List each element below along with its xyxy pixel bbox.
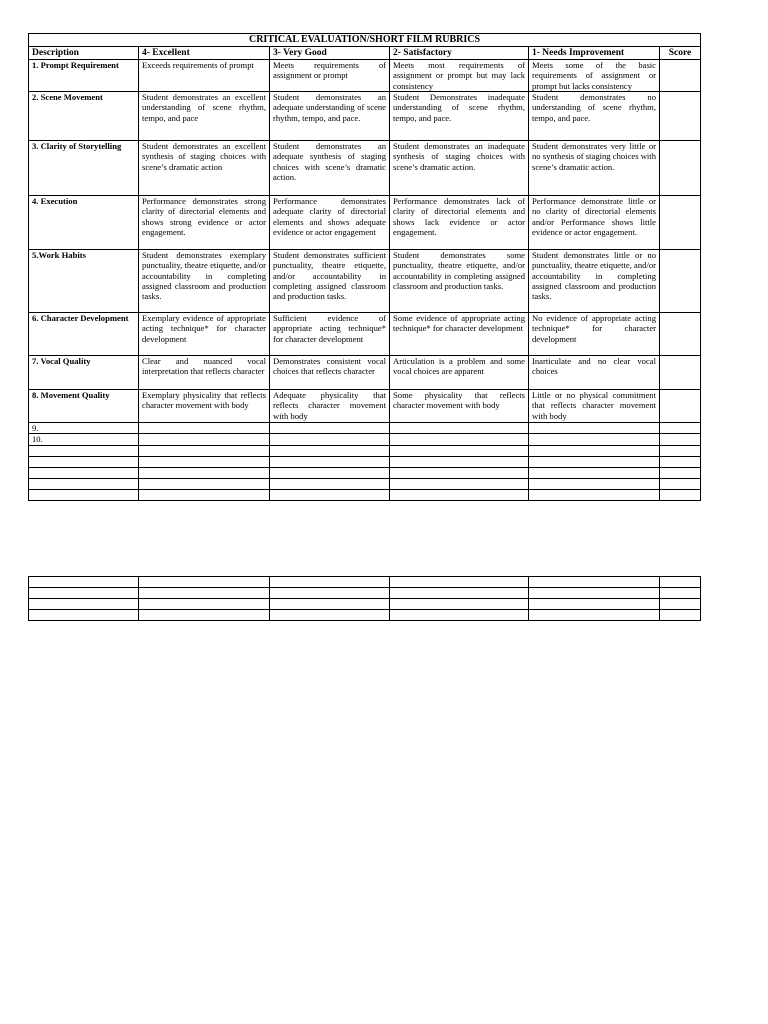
empty-cell: [529, 599, 660, 610]
criterion-very-good: Student demonstrates sufficient punctuality, theatre etiquette, and/or accountability in completing assigned classroom and production tasks.: [270, 250, 390, 313]
criterion-excellent: Exemplary evidence of appropriate acting technique* for character development: [139, 313, 270, 356]
table-row: [29, 313, 701, 356]
criterion-very-good: Student demonstrates an adequate understanding of scene rhythm, tempo, and pace.: [270, 92, 390, 141]
criterion-very-good: Student demonstrates an adequate synthesis of staging choices with scene’s dramatic action.: [270, 141, 390, 196]
empty-cell: [529, 445, 660, 456]
empty-cell: [270, 467, 390, 478]
empty-cell: [270, 423, 390, 434]
criterion-very-good: Sufficient evidence of appropriate acting technique* for character development: [270, 313, 390, 356]
empty-cell: [139, 588, 270, 599]
criterion-satisfactory: Articulation is a problem and some vocal choices are apparent: [390, 356, 529, 390]
empty-cell: [29, 445, 139, 456]
empty-cell: [390, 423, 529, 434]
score-cell: [660, 390, 701, 423]
empty-cell: [139, 478, 270, 489]
table-row: [29, 610, 701, 621]
empty-cell: [390, 610, 529, 621]
empty-cell: [529, 456, 660, 467]
empty-cell: [29, 577, 139, 588]
score-cell: [660, 141, 701, 196]
row-number-9: 9.: [29, 423, 139, 434]
criterion-needs-improvement: Student demonstrates very little or no synthesis of staging choices with scene’s dramatic action.: [529, 141, 660, 196]
header-excellent: 4- Excellent: [139, 47, 270, 60]
empty-cell: [29, 456, 139, 467]
empty-cell: [660, 467, 701, 478]
empty-cell: [270, 478, 390, 489]
table-row: [29, 356, 701, 390]
criterion-needs-improvement: Inarticulate and no clear vocal choices: [529, 356, 660, 390]
empty-cell: [660, 478, 701, 489]
criterion-excellent: Clear and nuanced vocal interpretation that reflects character: [139, 356, 270, 390]
criterion-satisfactory: Student demonstrates an inadequate synthesis of staging choices with scene’s dramatic action.: [390, 141, 529, 196]
empty-cell: [660, 445, 701, 456]
criterion-needs-improvement: Student demonstrates no understanding of scene rhythm, tempo, and pace.: [529, 92, 660, 141]
score-cell: [660, 356, 701, 390]
table-row: [29, 196, 701, 250]
empty-cell: [660, 434, 701, 445]
empty-cell: [390, 467, 529, 478]
empty-cell: [270, 588, 390, 599]
criterion-description: 1. Prompt Requirement: [29, 60, 139, 92]
table-row: [29, 588, 701, 599]
criterion-excellent: Exemplary physicality that reflects character movement with body: [139, 390, 270, 423]
row-number-10: 10.: [29, 434, 139, 445]
criterion-satisfactory: Meets most requirements of assignment or prompt but may lack consistency: [390, 60, 529, 92]
empty-cell: [660, 423, 701, 434]
empty-cell: [529, 478, 660, 489]
blank-table: [28, 576, 701, 621]
criterion-very-good: Performance demonstrates adequate clarity of directorial elements and shows adequate evidence or actor engagement: [270, 196, 390, 250]
criterion-excellent: Exceeds requirements of prompt: [139, 60, 270, 92]
criterion-satisfactory: Student Demonstrates inadequate understanding of scene rhythm, tempo, and pace.: [390, 92, 529, 141]
table-row: [29, 599, 701, 610]
empty-cell: [139, 577, 270, 588]
criterion-excellent: Student demonstrates an excellent synthesis of staging choices with scene’s dramatic action: [139, 141, 270, 196]
empty-cell: [29, 588, 139, 599]
header-satisfactory: 2- Satisfactory: [390, 47, 529, 60]
criterion-description: 4. Execution: [29, 196, 139, 250]
empty-cell: [529, 610, 660, 621]
table-row: [29, 467, 701, 478]
empty-cell: [139, 456, 270, 467]
table-row: [29, 423, 701, 434]
rubric-title: CRITICAL EVALUATION/SHORT FILM RUBRICS: [29, 34, 701, 47]
criterion-satisfactory: Student demonstrates some punctuality, theatre etiquette, and/or accountability in completing assigned classroom and production tasks.: [390, 250, 529, 313]
empty-cell: [660, 599, 701, 610]
criterion-satisfactory: Some evidence of appropriate acting technique* for character development: [390, 313, 529, 356]
table-row: [29, 445, 701, 456]
criterion-very-good: Meets requirements of assignment or prompt: [270, 60, 390, 92]
criterion-very-good: Adequate physicality that reflects character movement with body: [270, 390, 390, 423]
empty-cell: [660, 489, 701, 500]
criterion-excellent: Student demonstrates exemplary punctuality, theatre etiquette, and/or accountability in completing assigned classroom and production tasks.: [139, 250, 270, 313]
empty-cell: [390, 577, 529, 588]
empty-cell: [270, 445, 390, 456]
empty-cell: [139, 489, 270, 500]
empty-cell: [529, 577, 660, 588]
criterion-description: 5.Work Habits: [29, 250, 139, 313]
header-row: [29, 47, 701, 60]
empty-cell: [139, 423, 270, 434]
empty-cell: [29, 478, 139, 489]
empty-cell: [270, 610, 390, 621]
title-row: [29, 34, 701, 47]
empty-cell: [529, 588, 660, 599]
empty-cell: [270, 577, 390, 588]
table-row: [29, 250, 701, 313]
score-cell: [660, 196, 701, 250]
empty-cell: [529, 423, 660, 434]
empty-cell: [29, 599, 139, 610]
criterion-needs-improvement: No evidence of appropriate acting technique* for character development: [529, 313, 660, 356]
empty-cell: [270, 599, 390, 610]
table-row: [29, 577, 701, 588]
score-cell: [660, 92, 701, 141]
table-row: [29, 390, 701, 423]
score-cell: [660, 250, 701, 313]
empty-cell: [29, 467, 139, 478]
table-row: [29, 60, 701, 92]
criterion-description: 7. Vocal Quality: [29, 356, 139, 390]
header-very-good: 3- Very Good: [270, 47, 390, 60]
criterion-needs-improvement: Meets some of the basic requirements of assignment or prompt but lacks consistency: [529, 60, 660, 92]
criterion-description: 8. Movement Quality: [29, 390, 139, 423]
criterion-satisfactory: Some physicality that reflects character movement with body: [390, 390, 529, 423]
empty-cell: [660, 456, 701, 467]
rubric-table: [28, 33, 701, 501]
empty-cell: [270, 434, 390, 445]
empty-cell: [270, 456, 390, 467]
empty-cell: [139, 599, 270, 610]
score-cell: [660, 313, 701, 356]
empty-cell: [390, 456, 529, 467]
table-row: [29, 141, 701, 196]
empty-cell: [390, 434, 529, 445]
criterion-needs-improvement: Student demonstrates little or no punctuality, theatre etiquette, and/or accountability in completing assigned classroom and production tasks.: [529, 250, 660, 313]
empty-cell: [29, 610, 139, 621]
empty-cell: [660, 577, 701, 588]
table-row: [29, 434, 701, 445]
empty-cell: [29, 489, 139, 500]
table-row: [29, 478, 701, 489]
criterion-description: 6. Character Development: [29, 313, 139, 356]
criterion-very-good: Demonstrates consistent vocal choices that reflects character: [270, 356, 390, 390]
empty-cell: [139, 467, 270, 478]
empty-cell: [139, 610, 270, 621]
criterion-description: 2. Scene Movement: [29, 92, 139, 141]
table-row: [29, 456, 701, 467]
empty-cell: [139, 445, 270, 456]
criterion-description: 3. Clarity of Storytelling: [29, 141, 139, 196]
score-cell: [660, 60, 701, 92]
header-needs-improvement: 1- Needs Improvement: [529, 47, 660, 60]
empty-cell: [390, 478, 529, 489]
header-description: Description: [29, 47, 139, 60]
criterion-needs-improvement: Performance demonstrate little or no clarity of directorial elements and/or Performance shows little evidence or actor engagement.: [529, 196, 660, 250]
empty-cell: [270, 489, 390, 500]
empty-cell: [390, 599, 529, 610]
criterion-excellent: Performance demonstrates strong clarity of directorial elements and shows strong evidence or actor engagement.: [139, 196, 270, 250]
empty-cell: [529, 489, 660, 500]
empty-cell: [390, 588, 529, 599]
empty-cell: [139, 434, 270, 445]
empty-cell: [390, 445, 529, 456]
empty-cell: [529, 434, 660, 445]
empty-cell: [660, 610, 701, 621]
empty-cell: [529, 467, 660, 478]
criterion-excellent: Student demonstrates an excellent understanding of scene rhythm, tempo, and pace: [139, 92, 270, 141]
empty-cell: [390, 489, 529, 500]
criterion-needs-improvement: Little or no physical commitment that reflects character movement with body: [529, 390, 660, 423]
table-row: [29, 92, 701, 141]
empty-cell: [660, 588, 701, 599]
criterion-satisfactory: Performance demonstrates lack of clarity of directorial elements and shows lack evidence or actor engagement.: [390, 196, 529, 250]
table-row: [29, 489, 701, 500]
header-score: Score: [660, 47, 701, 60]
